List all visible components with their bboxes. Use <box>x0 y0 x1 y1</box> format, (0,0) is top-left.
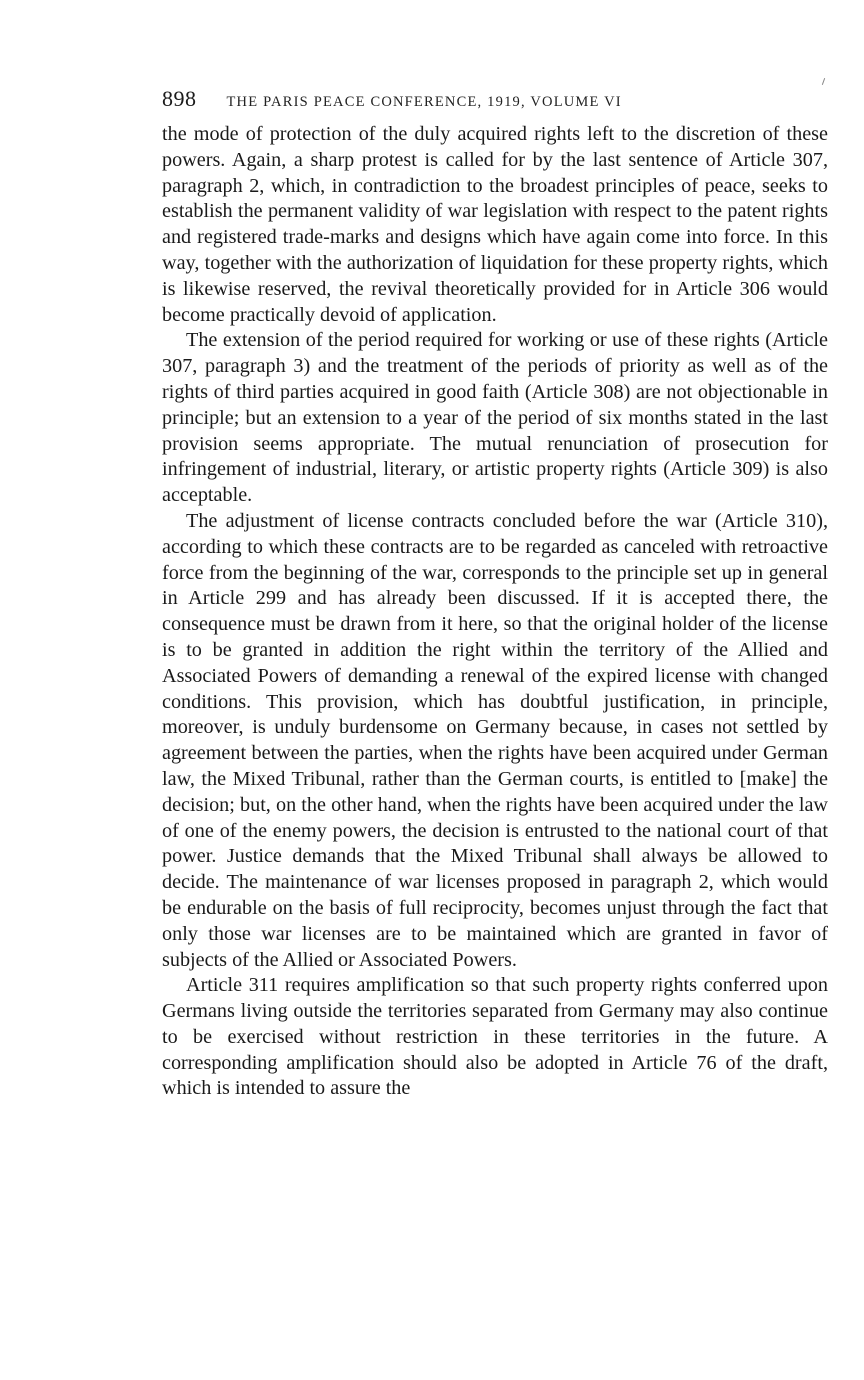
header-title: THE PARIS PEACE CONFERENCE, 1919, VOLUME VI <box>226 94 622 110</box>
scan-mark <box>822 78 825 85</box>
running-header <box>162 86 828 118</box>
paragraph-license-contracts: The adjustment of license contracts concluded before the war (Article 310), according to which these contracts are to be regarded as canceled with retroactive force from the beginning of the war, corresponds to the principle set up in general in Article 299 and has already been discussed. If it is accepted there, the consequence must be drawn from it here, so that the original holder of the license is to be granted in addition the right within the territory of the Allied and Associated Powers of demanding a renewal of the expired license with changed conditions. This provision, which has doubtful justification, in principle, moreover, is unduly burdensome on Germany because, in cases not settled by agreement between the parties, when the rights have been acquired under German law, the Mixed Tribunal, rather than the German courts, is entitled to [make] the decision; but, on the other hand, when the rights have been acquired under the law of one of the enemy powers, the decision is entrusted to the national court of that power. Justice demands that the Mixed Tribunal shall always be allowed to decide. The maintenance of war licenses proposed in paragraph 2, which would be endurable on the basis of full reciprocity, becomes unjust through the fact that only those war licenses are to be maintained which are granted in favor of subjects of the Allied or Associated Powers. <box>162 509 828 971</box>
document-page <box>162 86 828 1102</box>
page-number: 898 <box>162 86 197 111</box>
body-text <box>162 122 828 1102</box>
paragraph-article-311: Article 311 requires amplification so that such property rights conferred upon Germans living outside the territories separated from Germany may also continue to be exercised without restriction in these territories in the future. A corresponding amplification should also be adopted in Article 76 of the draft, which is intended to assure the <box>162 974 828 1100</box>
paragraph-extension-period: The extension of the period required for working or use of these rights (Article 307, paragraph 3) and the treatment of the periods of priority as well as of the rights of third parties acquired in good faith (Article 308) are not objectionable in principle; but an extension to a year of the period of six months stated in the last provision seems appropriate. The mutual renunciation of prosecution for infringement of industrial, literary, or artistic property rights (Article 309) is also acceptable. <box>162 329 828 507</box>
paragraph-continuation: the mode of protection of the duly acquired rights left to the discretion of these powers. Again, a sharp protest is called for by the last sentence of Article 307, paragraph 2, which, in contradiction to the broadest principles of peace, seeks to establish the permanent validity of war legislation with respect to the patent rights and registered trade-marks and designs which have again come into force. In this way, together with the authorization of liquidation for these property rights, which is likewise reserved, the revival theoretically provided for in Article 306 would become practically devoid of application. <box>162 123 828 326</box>
